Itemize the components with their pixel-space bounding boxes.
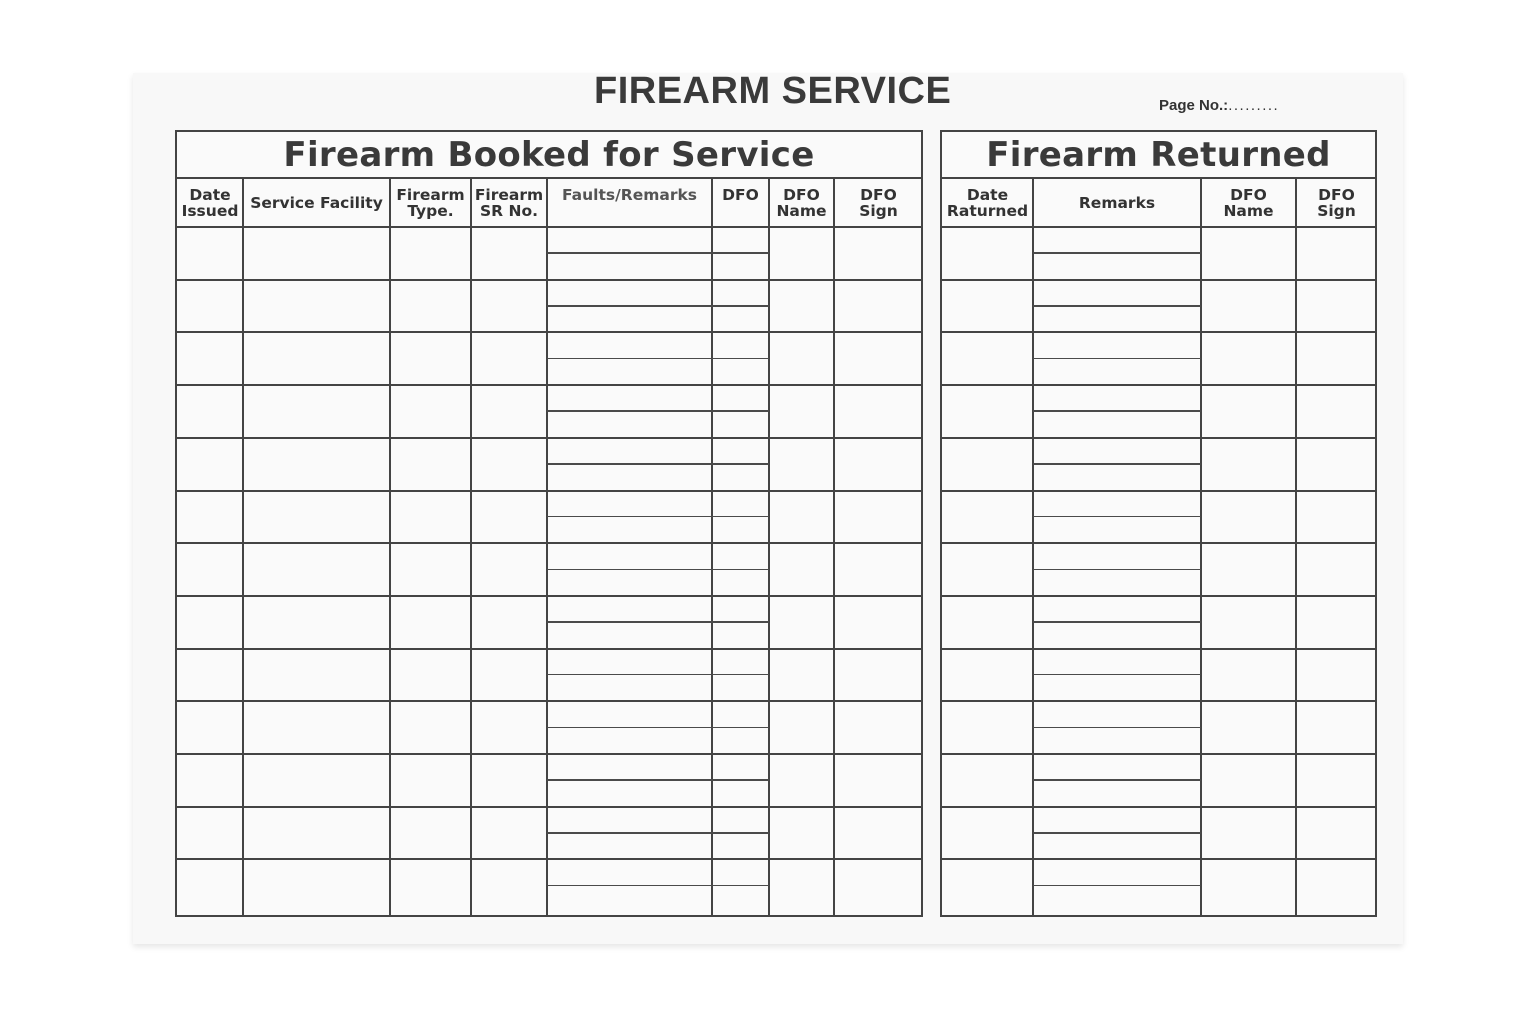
sub-row-divider	[1033, 410, 1201, 412]
cell-firearm-type[interactable]	[390, 754, 471, 807]
cell-dfo-sign[interactable]	[834, 649, 921, 702]
sub-row-divider	[1033, 463, 1201, 465]
cell-dfo-sign[interactable]	[834, 438, 921, 491]
cell-dfo-name[interactable]	[769, 385, 834, 438]
sub-row-divider	[712, 516, 769, 518]
cell-date-issued[interactable]	[177, 227, 243, 280]
booked-for-service-table	[175, 130, 923, 917]
cell-dfo[interactable]	[712, 728, 769, 754]
cell-date-issued[interactable]	[177, 596, 243, 649]
cell-service-facility[interactable]	[243, 859, 390, 912]
row-divider	[177, 279, 921, 281]
cell-dfo[interactable]	[712, 411, 769, 437]
cell-remarks[interactable]	[1033, 227, 1201, 253]
cell-dfo-sign[interactable]	[1296, 543, 1375, 596]
sub-row-divider	[712, 621, 769, 623]
row-divider	[177, 384, 921, 386]
cell-faults-remarks[interactable]	[547, 543, 712, 569]
cell-dfo-sign[interactable]	[834, 385, 921, 438]
cell-date-issued[interactable]	[177, 649, 243, 702]
row-divider	[177, 753, 921, 755]
cell-service-facility[interactable]	[243, 491, 390, 544]
cell-faults-remarks[interactable]	[547, 886, 712, 912]
sub-row-divider	[712, 358, 769, 360]
cell-dfo-name[interactable]	[769, 754, 834, 807]
sub-row-divider	[1033, 569, 1201, 571]
cell-firearm-sr-no[interactable]	[471, 227, 547, 280]
cell-dfo-sign[interactable]	[834, 701, 921, 754]
row-divider	[177, 858, 921, 860]
cell-firearm-type[interactable]	[390, 701, 471, 754]
sub-row-divider	[712, 885, 769, 887]
sub-row-divider	[547, 832, 712, 834]
document-title: FIREARM SERVICE	[594, 70, 952, 112]
cell-dfo[interactable]	[712, 491, 769, 517]
cell-dfo-sign[interactable]	[1296, 754, 1375, 807]
cell-dfo-sign[interactable]	[1296, 227, 1375, 280]
cell-dfo-sign[interactable]	[834, 754, 921, 807]
cell-faults-remarks[interactable]	[547, 833, 712, 859]
cell-remarks[interactable]	[1033, 622, 1201, 648]
cell-date-returned[interactable]	[942, 491, 1033, 544]
cell-firearm-type[interactable]	[390, 438, 471, 491]
cell-dfo[interactable]	[712, 649, 769, 675]
cell-remarks[interactable]	[1033, 570, 1201, 596]
cell-dfo-name[interactable]	[1201, 701, 1296, 754]
cell-dfo[interactable]	[712, 701, 769, 727]
cell-faults-remarks[interactable]	[547, 807, 712, 833]
cell-service-facility[interactable]	[243, 385, 390, 438]
sub-row-divider	[712, 674, 769, 676]
row-divider	[942, 331, 1375, 333]
cell-firearm-sr-no[interactable]	[471, 596, 547, 649]
sub-row-divider	[547, 779, 712, 781]
sub-row-divider	[547, 516, 712, 518]
row-divider	[177, 331, 921, 333]
cell-firearm-sr-no[interactable]	[471, 754, 547, 807]
row-divider	[942, 595, 1375, 597]
row-divider	[942, 279, 1375, 281]
sub-row-divider	[547, 621, 712, 623]
sub-row-divider	[712, 305, 769, 307]
sub-row-divider	[712, 727, 769, 729]
cell-firearm-type[interactable]	[390, 807, 471, 860]
cell-dfo-sign[interactable]	[834, 807, 921, 860]
sub-row-divider	[1033, 674, 1201, 676]
row-divider	[942, 753, 1375, 755]
cell-dfo-name[interactable]	[1201, 596, 1296, 649]
row-divider	[177, 806, 921, 808]
cell-dfo-name[interactable]	[1201, 807, 1296, 860]
cell-service-facility[interactable]	[243, 227, 390, 280]
cell-firearm-type[interactable]	[390, 332, 471, 385]
cell-faults-remarks[interactable]	[547, 517, 712, 543]
cell-dfo-sign[interactable]	[834, 491, 921, 544]
cell-dfo-sign[interactable]	[1296, 859, 1375, 912]
col-header-firearm-type: Firearm Type.	[396, 186, 465, 220]
cell-date-issued[interactable]	[177, 807, 243, 860]
row-divider	[177, 700, 921, 702]
cell-date-returned[interactable]	[942, 227, 1033, 280]
page-number-label: Page No.:	[1159, 97, 1229, 114]
cell-faults-remarks[interactable]	[547, 622, 712, 648]
cell-dfo-sign[interactable]	[1296, 332, 1375, 385]
cell-dfo-name[interactable]	[1201, 332, 1296, 385]
cell-remarks[interactable]	[1033, 491, 1201, 517]
cell-dfo-name[interactable]	[769, 280, 834, 333]
cell-firearm-type[interactable]	[390, 280, 471, 333]
cell-remarks[interactable]	[1033, 385, 1201, 411]
cell-dfo-sign[interactable]	[1296, 385, 1375, 438]
col-header-faults-remarks: Faults/Remarks	[561, 186, 698, 204]
cell-service-facility[interactable]	[243, 438, 390, 491]
cell-service-facility[interactable]	[243, 807, 390, 860]
cell-remarks[interactable]	[1033, 780, 1201, 806]
sub-row-divider	[1033, 885, 1201, 887]
cell-date-issued[interactable]	[177, 701, 243, 754]
cell-dfo-name[interactable]	[769, 807, 834, 860]
cell-dfo-sign[interactable]	[1296, 491, 1375, 544]
cell-service-facility[interactable]	[243, 701, 390, 754]
cell-service-facility[interactable]	[243, 332, 390, 385]
cell-date-returned[interactable]	[942, 807, 1033, 860]
cell-dfo-name[interactable]	[1201, 491, 1296, 544]
cell-faults-remarks[interactable]	[547, 596, 712, 622]
col-header-dfo-sign: DFO Sign	[859, 186, 898, 220]
cell-remarks[interactable]	[1033, 332, 1201, 358]
cell-dfo-name[interactable]	[769, 227, 834, 280]
cell-service-facility[interactable]	[243, 543, 390, 596]
sub-row-divider	[547, 569, 712, 571]
col-header-service-facility: Service Facility	[250, 194, 383, 212]
cell-faults-remarks[interactable]	[547, 701, 712, 727]
cell-dfo[interactable]	[712, 807, 769, 833]
cell-faults-remarks[interactable]	[547, 675, 712, 701]
cell-dfo-name[interactable]	[769, 332, 834, 385]
cell-dfo[interactable]	[712, 622, 769, 648]
returned-table-title: Firearm Returned	[942, 132, 1375, 179]
cell-dfo-name[interactable]	[769, 438, 834, 491]
sub-row-divider	[547, 252, 712, 254]
cell-faults-remarks[interactable]	[547, 859, 712, 885]
cell-service-facility[interactable]	[243, 596, 390, 649]
sub-row-divider	[712, 463, 769, 465]
cell-dfo-name[interactable]	[1201, 280, 1296, 333]
cell-firearm-type[interactable]	[390, 649, 471, 702]
cell-faults-remarks[interactable]	[547, 411, 712, 437]
cell-firearm-sr-no[interactable]	[471, 807, 547, 860]
cell-firearm-type[interactable]	[390, 385, 471, 438]
cell-firearm-type[interactable]	[390, 227, 471, 280]
cell-dfo-sign[interactable]	[834, 227, 921, 280]
row-divider	[177, 648, 921, 650]
cell-remarks[interactable]	[1033, 543, 1201, 569]
cell-faults-remarks[interactable]	[547, 280, 712, 306]
cell-dfo-sign[interactable]	[1296, 438, 1375, 491]
cell-faults-remarks[interactable]	[547, 728, 712, 754]
cell-dfo-sign[interactable]	[1296, 280, 1375, 333]
cell-faults-remarks[interactable]	[547, 385, 712, 411]
row-divider	[177, 595, 921, 597]
sub-row-divider	[712, 410, 769, 412]
page-number-field[interactable]	[1159, 97, 1279, 114]
cell-faults-remarks[interactable]	[547, 570, 712, 596]
cell-faults-remarks[interactable]	[547, 780, 712, 806]
row-divider	[177, 490, 921, 492]
cell-dfo-name[interactable]	[769, 491, 834, 544]
cell-dfo-name[interactable]	[769, 543, 834, 596]
col-header-returned-dfo-sign: DFO Sign	[1317, 186, 1356, 220]
cell-service-facility[interactable]	[243, 280, 390, 333]
cell-dfo-name[interactable]	[1201, 754, 1296, 807]
cell-dfo[interactable]	[712, 359, 769, 385]
cell-faults-remarks[interactable]	[547, 227, 712, 253]
row-divider	[942, 542, 1375, 544]
cell-remarks[interactable]	[1033, 649, 1201, 675]
sub-row-divider	[1033, 252, 1201, 254]
sub-row-divider	[547, 305, 712, 307]
cell-date-returned[interactable]	[942, 385, 1033, 438]
col-header-returned-dfo-name: DFO Name	[1223, 186, 1274, 220]
cell-firearm-sr-no[interactable]	[471, 438, 547, 491]
cell-dfo-sign[interactable]	[834, 280, 921, 333]
row-divider	[942, 700, 1375, 702]
cell-dfo-sign[interactable]	[1296, 701, 1375, 754]
sub-row-divider	[547, 674, 712, 676]
cell-dfo[interactable]	[712, 385, 769, 411]
sub-row-divider	[712, 832, 769, 834]
cell-dfo-sign[interactable]	[834, 332, 921, 385]
cell-faults-remarks[interactable]	[547, 754, 712, 780]
cell-remarks[interactable]	[1033, 728, 1201, 754]
cell-firearm-type[interactable]	[390, 491, 471, 544]
cell-date-issued[interactable]	[177, 438, 243, 491]
cell-remarks[interactable]	[1033, 859, 1201, 885]
cell-remarks[interactable]	[1033, 280, 1201, 306]
booked-table-title: Firearm Booked for Service	[177, 132, 921, 179]
row-divider	[177, 437, 921, 439]
cell-dfo[interactable]	[712, 306, 769, 332]
cell-faults-remarks[interactable]	[547, 306, 712, 332]
cell-remarks[interactable]	[1033, 833, 1201, 859]
row-divider	[177, 542, 921, 544]
sub-row-divider	[547, 885, 712, 887]
cell-date-issued[interactable]	[177, 491, 243, 544]
sub-row-divider	[1033, 358, 1201, 360]
cell-dfo[interactable]	[712, 675, 769, 701]
cell-date-issued[interactable]	[177, 543, 243, 596]
cell-faults-remarks[interactable]	[547, 253, 712, 279]
col-header-firearm-sr-no: Firearm SR No.	[474, 186, 544, 220]
cell-remarks[interactable]	[1033, 359, 1201, 385]
cell-remarks[interactable]	[1033, 754, 1201, 780]
cell-firearm-sr-no[interactable]	[471, 332, 547, 385]
cell-remarks[interactable]	[1033, 807, 1201, 833]
col-header-dfo-name: DFO Name	[776, 186, 827, 220]
sub-row-divider	[712, 779, 769, 781]
cell-date-returned[interactable]	[942, 438, 1033, 491]
sub-row-divider	[1033, 727, 1201, 729]
cell-dfo[interactable]	[712, 780, 769, 806]
sub-row-divider	[712, 569, 769, 571]
firearm-returned-table	[940, 130, 1377, 917]
cell-dfo-name[interactable]	[1201, 438, 1296, 491]
cell-dfo-name[interactable]	[769, 701, 834, 754]
cell-faults-remarks[interactable]	[547, 332, 712, 358]
cell-dfo-name[interactable]	[1201, 859, 1296, 912]
cell-faults-remarks[interactable]	[547, 649, 712, 675]
cell-date-returned[interactable]	[942, 543, 1033, 596]
cell-dfo[interactable]	[712, 859, 769, 885]
cell-dfo-name[interactable]	[769, 596, 834, 649]
cell-dfo[interactable]	[712, 833, 769, 859]
sub-row-divider	[1033, 621, 1201, 623]
cell-dfo-sign[interactable]	[1296, 596, 1375, 649]
cell-remarks[interactable]	[1033, 886, 1201, 912]
cell-faults-remarks[interactable]	[547, 464, 712, 490]
cell-firearm-sr-no[interactable]	[471, 543, 547, 596]
cell-dfo-sign[interactable]	[1296, 649, 1375, 702]
sub-row-divider	[712, 252, 769, 254]
cell-firearm-sr-no[interactable]	[471, 859, 547, 912]
cell-dfo[interactable]	[712, 332, 769, 358]
cell-dfo[interactable]	[712, 253, 769, 279]
cell-date-returned[interactable]	[942, 754, 1033, 807]
cell-faults-remarks[interactable]	[547, 359, 712, 385]
row-divider	[942, 648, 1375, 650]
sub-row-divider	[1033, 832, 1201, 834]
cell-dfo-name[interactable]	[1201, 385, 1296, 438]
cell-dfo[interactable]	[712, 570, 769, 596]
cell-date-returned[interactable]	[942, 332, 1033, 385]
cell-date-returned[interactable]	[942, 596, 1033, 649]
cell-dfo[interactable]	[712, 227, 769, 253]
cell-date-returned[interactable]	[942, 701, 1033, 754]
sub-row-divider	[547, 463, 712, 465]
cell-dfo[interactable]	[712, 886, 769, 912]
cell-dfo-name[interactable]	[769, 649, 834, 702]
cell-faults-remarks[interactable]	[547, 438, 712, 464]
row-divider	[942, 437, 1375, 439]
cell-firearm-type[interactable]	[390, 596, 471, 649]
col-header-date-returned: Date Raturned	[946, 186, 1029, 220]
cell-date-issued[interactable]	[177, 280, 243, 333]
cell-remarks[interactable]	[1033, 253, 1201, 279]
cell-dfo[interactable]	[712, 596, 769, 622]
cell-date-issued[interactable]	[177, 754, 243, 807]
cell-firearm-sr-no[interactable]	[471, 649, 547, 702]
cell-dfo[interactable]	[712, 280, 769, 306]
cell-dfo[interactable]	[712, 754, 769, 780]
cell-faults-remarks[interactable]	[547, 491, 712, 517]
cell-date-issued[interactable]	[177, 385, 243, 438]
cell-remarks[interactable]	[1033, 411, 1201, 437]
cell-firearm-type[interactable]	[390, 543, 471, 596]
cell-remarks[interactable]	[1033, 675, 1201, 701]
cell-dfo[interactable]	[712, 543, 769, 569]
sub-row-divider	[547, 358, 712, 360]
cell-dfo-name[interactable]	[1201, 649, 1296, 702]
cell-dfo-name[interactable]	[1201, 227, 1296, 280]
cell-dfo-sign[interactable]	[1296, 807, 1375, 860]
cell-dfo-sign[interactable]	[834, 596, 921, 649]
cell-firearm-type[interactable]	[390, 859, 471, 912]
row-divider	[942, 490, 1375, 492]
col-header-dfo: DFO	[722, 186, 759, 204]
cell-firearm-sr-no[interactable]	[471, 385, 547, 438]
cell-remarks[interactable]	[1033, 517, 1201, 543]
cell-date-returned[interactable]	[942, 859, 1033, 912]
sub-row-divider	[1033, 305, 1201, 307]
cell-date-issued[interactable]	[177, 859, 243, 912]
cell-dfo-sign[interactable]	[834, 859, 921, 912]
col-header-date-issued: Date Issued	[181, 186, 239, 220]
cell-dfo[interactable]	[712, 517, 769, 543]
cell-dfo-sign[interactable]	[834, 543, 921, 596]
sub-row-divider	[547, 727, 712, 729]
cell-date-returned[interactable]	[942, 649, 1033, 702]
cell-dfo-name[interactable]	[1201, 543, 1296, 596]
sub-row-divider	[1033, 779, 1201, 781]
cell-date-issued[interactable]	[177, 332, 243, 385]
row-divider	[942, 806, 1375, 808]
cell-remarks[interactable]	[1033, 596, 1201, 622]
row-divider	[942, 858, 1375, 860]
cell-firearm-sr-no[interactable]	[471, 491, 547, 544]
cell-firearm-sr-no[interactable]	[471, 701, 547, 754]
cell-remarks[interactable]	[1033, 438, 1201, 464]
page-number-blank[interactable]: .........	[1228, 97, 1280, 114]
row-divider	[942, 384, 1375, 386]
cell-firearm-sr-no[interactable]	[471, 280, 547, 333]
cell-remarks[interactable]	[1033, 306, 1201, 332]
cell-remarks[interactable]	[1033, 464, 1201, 490]
cell-dfo[interactable]	[712, 464, 769, 490]
cell-service-facility[interactable]	[243, 649, 390, 702]
sub-row-divider	[1033, 516, 1201, 518]
cell-dfo-name[interactable]	[769, 859, 834, 912]
col-header-remarks: Remarks	[1078, 194, 1156, 212]
cell-remarks[interactable]	[1033, 701, 1201, 727]
cell-date-returned[interactable]	[942, 280, 1033, 333]
cell-dfo[interactable]	[712, 438, 769, 464]
cell-service-facility[interactable]	[243, 754, 390, 807]
sub-row-divider	[547, 410, 712, 412]
